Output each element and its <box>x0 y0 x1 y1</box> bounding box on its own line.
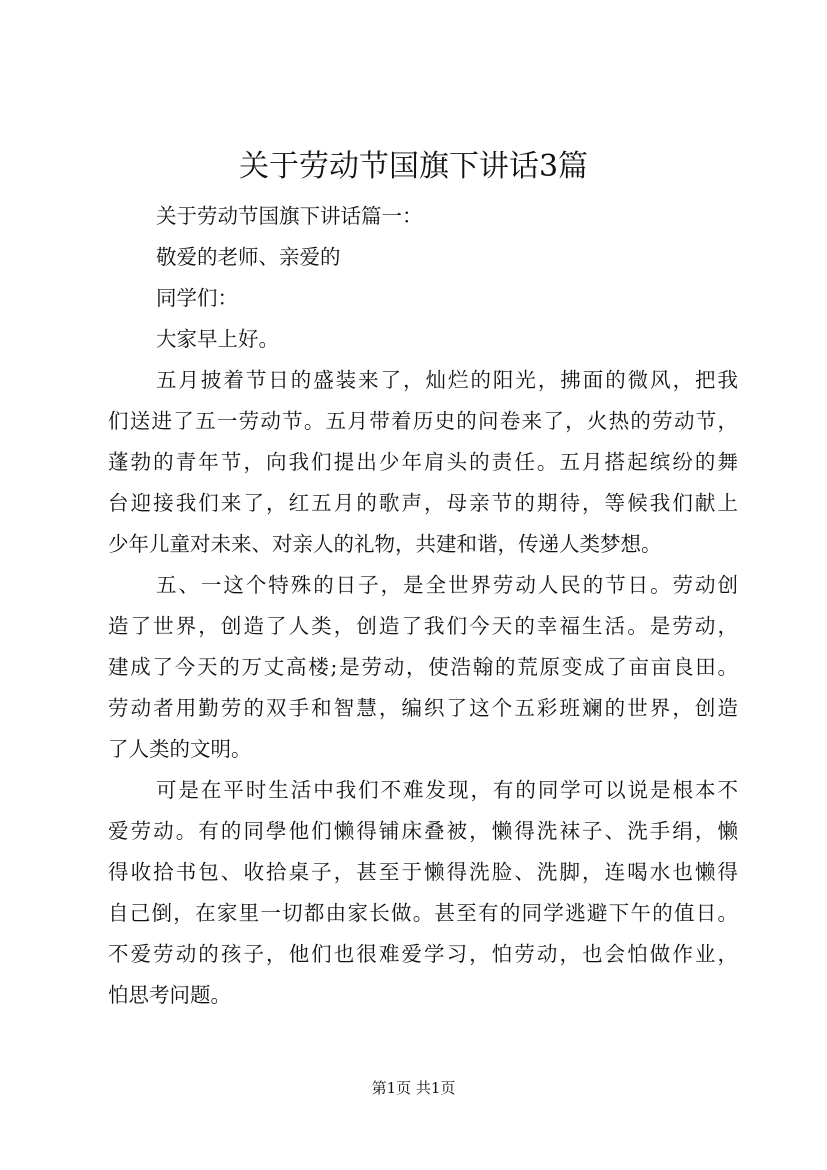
paragraph-line: 们送进了五一劳动节。五月带着历史的问卷来了，火热的劳动节， <box>108 409 738 433</box>
paragraph-line: 得收拾书包、收拾桌子，甚至于懒得洗脸、洗脚，连喝水也懒得 <box>108 860 738 884</box>
paragraph-line: 台迎接我们来了，红五月的歌声，母亲节的期待，等候我们献上 <box>108 491 738 515</box>
paragraph-line: 少年儿童对未来、对亲人的礼物，共建和谐，传递人类梦想。 <box>108 532 662 556</box>
document-body <box>108 196 738 1016</box>
document-title: 关于劳动节国旗下讲话3篇 <box>238 149 589 184</box>
paragraph-line: 怕思考问题。 <box>108 983 231 1007</box>
paragraph-line: 蓬勃的青年节，向我们提出少年肩头的责任。五月搭起缤纷的舞 <box>108 450 738 474</box>
page-footer: 第1页 共1页 <box>371 1079 456 1097</box>
paragraph-line: 建成了今天的万丈高楼;是劳动，使浩翰的荒原变成了亩亩良田。 <box>108 655 738 679</box>
paragraph-line: 自己倒，在家里一切都由家长做。甚至有的同学逃避下午的值日。 <box>108 901 738 925</box>
paragraph-line: 造了世界，创造了人类，创造了我们今天的幸福生活。是劳动， <box>108 614 738 638</box>
paragraph-line: 可是在平时生活中我们不难发现，有的同学可以说是根本不 <box>156 778 738 802</box>
paragraph-line: 爱劳动。有的同學他们懒得铺床叠被，懒得洗袜子、洗手绢，懒 <box>108 819 738 843</box>
paragraph-line: 不爱劳动的孩子，他们也很难爱学习，怕劳动，也会怕做作业， <box>108 942 738 966</box>
paragraph-line: 大家早上好。 <box>156 327 279 351</box>
paragraph-line: 了人类的文明。 <box>108 737 252 761</box>
paragraph-line: 五、一这个特殊的日子，是全世界劳动人民的节日。劳动创 <box>156 573 738 597</box>
paragraph-line: 五月披着节日的盛装来了，灿烂的阳光，拂面的微风，把我 <box>156 368 738 392</box>
paragraph-line: 同学们： <box>156 286 238 310</box>
paragraph-line: 敬爱的老师、亲爱的 <box>156 245 341 269</box>
paragraph-line: 劳动者用勤劳的双手和智慧，编织了这个五彩班斓的世界，创造 <box>108 696 738 720</box>
paragraph-line: 关于劳动节国旗下讲话篇一： <box>156 204 423 228</box>
